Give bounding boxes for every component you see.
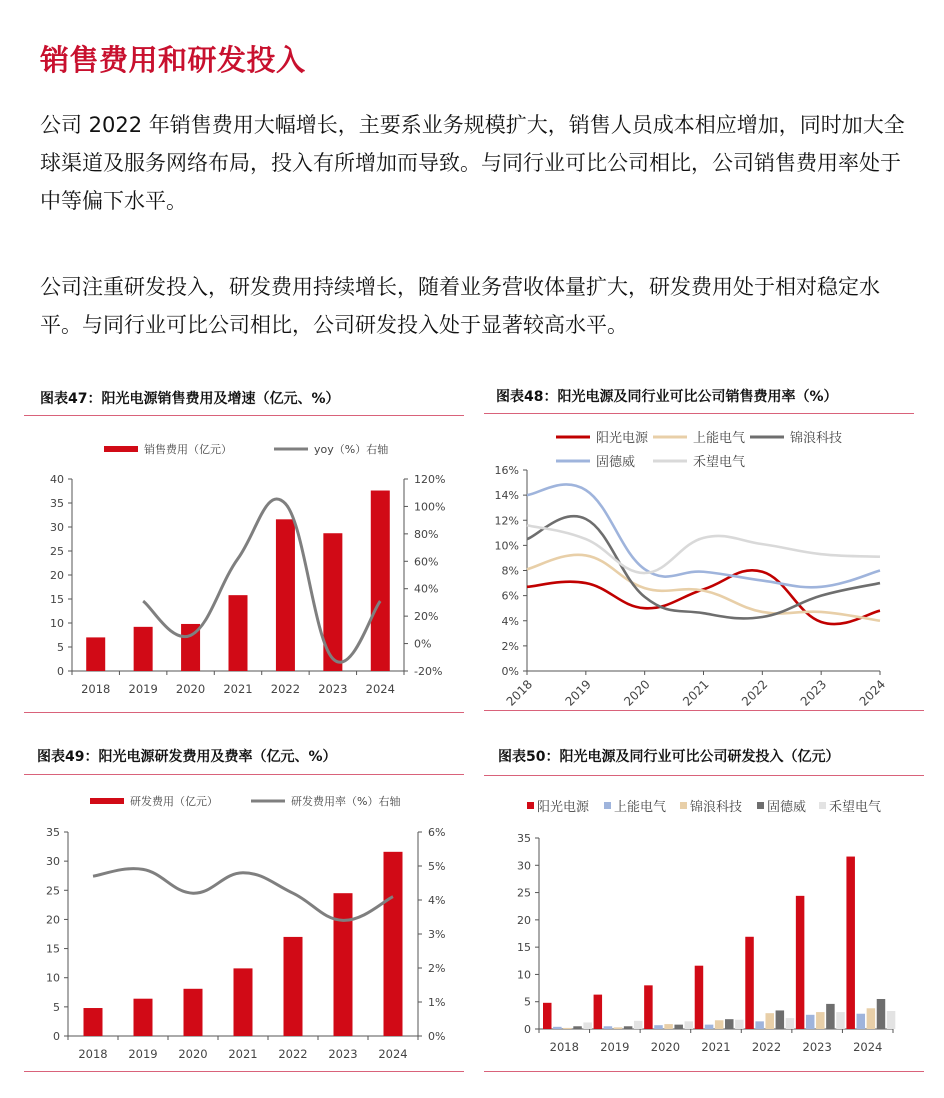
y-tick-label: 10% [494, 539, 519, 553]
x-tick-label: 2022 [278, 1047, 308, 1061]
legend-label: 研发费用率（%）右轴 [291, 795, 401, 808]
y2-tick-label: 120% [414, 473, 446, 486]
x-tick-label: 2021 [228, 1047, 258, 1061]
bar [334, 893, 353, 1036]
x-tick-label: 2018 [503, 677, 536, 709]
x-tick-label: 2018 [549, 1040, 579, 1054]
bar [234, 968, 253, 1036]
x-tick-label: 2019 [128, 1047, 158, 1061]
bar [229, 595, 248, 671]
y-tick-label: 25 [50, 545, 64, 558]
x-tick-label: 2021 [680, 677, 712, 709]
bar [887, 1011, 896, 1029]
y-tick-label: 0 [524, 1023, 531, 1036]
y-tick-label: 30 [517, 859, 531, 873]
y2-tick-label: 80% [414, 527, 439, 541]
x-tick-label: 2024 [853, 1040, 883, 1054]
y2-tick-label: 0% [414, 637, 432, 651]
legend-swatch [527, 802, 534, 809]
y-tick-label: 0% [501, 665, 519, 678]
y-tick-label: 35 [46, 826, 60, 839]
y2-tick-label: 1% [428, 996, 446, 1009]
chart-canvas [24, 382, 464, 714]
legend-label: 禾望电气 [693, 455, 746, 470]
bar [765, 1013, 774, 1029]
y2-tick-label: -20% [414, 665, 443, 678]
y2-tick-label: 4% [428, 894, 446, 907]
y-tick-label: 15 [46, 942, 60, 956]
bar [284, 937, 303, 1036]
bar [786, 1018, 795, 1029]
y-tick-label: 20 [46, 913, 60, 927]
series-line [527, 525, 880, 573]
series-line [527, 570, 880, 624]
y-tick-label: 6% [501, 589, 519, 603]
bar [745, 937, 754, 1029]
y-tick-label: 5 [524, 995, 531, 1009]
y-tick-label: 0 [53, 1030, 60, 1043]
y-tick-label: 30 [46, 855, 60, 869]
x-tick-label: 2022 [751, 1040, 782, 1054]
x-tick-label: 2019 [600, 1040, 630, 1054]
x-tick-label: 2018 [78, 1047, 108, 1061]
y-tick-label: 15 [50, 593, 64, 606]
x-tick-label: 2021 [223, 682, 253, 696]
paragraph-sales: 公司 2022 年销售费用大幅增长，主要系业务规模扩大，销售人员成本相应增加，同时加大全球渠道及服务网络布局，投入有所增加而导致。与同行业可比公司相比，公司销售费用率处于中等偏下水平。 [40, 113, 905, 213]
bar [553, 1027, 562, 1029]
y-tick-label: 20 [517, 913, 531, 927]
legend-label: yoy（%）右轴 [314, 443, 389, 456]
bar [573, 1026, 582, 1029]
bar [776, 1010, 785, 1029]
chart-canvas [484, 740, 924, 1072]
y2-tick-label: 3% [428, 928, 446, 941]
y-tick-label: 25 [46, 884, 60, 898]
legend-swatch [757, 802, 764, 809]
x-tick-label: 2022 [270, 682, 301, 696]
legend-swatch [90, 798, 124, 804]
y-tick-label: 16% [494, 464, 519, 477]
x-tick-label: 2023 [318, 682, 348, 696]
x-tick-label: 2021 [701, 1040, 731, 1054]
bar [846, 857, 855, 1029]
series-line [527, 555, 880, 621]
y2-tick-label: 2% [428, 962, 446, 975]
bar [877, 999, 886, 1029]
legend-label: 销售费用（亿元） [144, 443, 232, 456]
bar [614, 1027, 623, 1029]
chart-title: 图表50：阳光电源及同行业可比公司研发投入（亿元） [498, 749, 840, 765]
x-tick-label: 2022 [738, 677, 771, 709]
bar [543, 1003, 552, 1029]
bar [715, 1020, 724, 1029]
bar [705, 1025, 714, 1029]
bar [86, 637, 105, 671]
x-tick-label: 2018 [81, 682, 111, 696]
bar [695, 966, 704, 1029]
legend-label: 上能电气 [693, 431, 746, 446]
x-tick-label: 2023 [797, 677, 830, 709]
legend-label: 固德威 [596, 455, 636, 470]
legend-label: 禾望电气 [829, 800, 882, 815]
bar [725, 1019, 734, 1029]
y-tick-label: 5 [57, 641, 64, 654]
x-tick-label: 2019 [562, 677, 594, 709]
chart-rd-expense [24, 740, 464, 1072]
bar [796, 896, 805, 1029]
y2-tick-label: 100% [414, 500, 446, 514]
chart-canvas [24, 740, 464, 1072]
bar [816, 1012, 825, 1029]
legend-label: 研发费用（亿元） [130, 795, 218, 808]
series-line [143, 499, 380, 662]
legend-swatch [680, 802, 687, 809]
y-tick-label: 10 [46, 971, 60, 985]
paragraph-rd: 公司注重研发投入，研发费用持续增长，随着业务营收体量扩大，研发费用处于相对稳定水平。与同行业可比公司相比，公司研发投入处于显著较高水平。 [40, 275, 880, 337]
y-tick-label: 10 [517, 968, 531, 982]
chart-title: 图表49：阳光电源研发费用及费率（亿元、%） [37, 749, 337, 765]
bar [826, 1004, 835, 1029]
bar [735, 1020, 744, 1029]
y2-tick-label: 0% [428, 1030, 446, 1043]
y2-tick-label: 6% [428, 826, 446, 839]
x-tick-label: 2024 [378, 1047, 408, 1061]
y-tick-label: 4% [501, 614, 519, 628]
section-heading: 销售费用和研发投入 [40, 43, 306, 77]
bar [604, 1026, 612, 1029]
x-tick-label: 2024 [856, 677, 889, 709]
y-tick-label: 40 [50, 473, 64, 486]
bar [384, 852, 403, 1036]
legend-swatch [604, 802, 611, 809]
series-line [527, 516, 880, 618]
bar [583, 1022, 592, 1029]
bar [184, 989, 203, 1036]
y-tick-label: 30 [50, 521, 64, 534]
y2-tick-label: 60% [414, 555, 439, 569]
x-tick-label: 2019 [128, 682, 158, 696]
legend-label: 锦浪科技 [790, 431, 843, 446]
bar [806, 1015, 815, 1029]
y-tick-label: 35 [50, 497, 64, 510]
legend-label: 上能电气 [614, 800, 667, 815]
chart-sales-expense-ratio [484, 380, 924, 712]
y2-tick-label: 40% [414, 582, 439, 596]
bar [276, 519, 295, 671]
x-tick-label: 2020 [650, 1040, 681, 1054]
bar [634, 1021, 643, 1029]
y-tick-label: 10 [50, 617, 64, 630]
x-tick-label: 2020 [178, 1047, 208, 1061]
legend-swatch [819, 802, 826, 809]
legend-label: 阳光电源 [596, 431, 649, 446]
chart-canvas [484, 380, 924, 712]
bar [134, 627, 153, 671]
bar [594, 995, 603, 1029]
y-tick-label: 0 [57, 665, 64, 678]
chart-title: 图表48：阳光电源及同行业可比公司销售费用率（%） [496, 389, 838, 405]
bar [685, 1021, 694, 1029]
bar [371, 491, 390, 671]
chart-sales-expense [24, 382, 464, 714]
bar [836, 1012, 845, 1029]
y-tick-label: 25 [517, 886, 531, 900]
chart-title: 图表47：阳光电源销售费用及增速（亿元、%） [40, 391, 340, 407]
x-tick-label: 2023 [328, 1047, 358, 1061]
x-tick-label: 2020 [621, 677, 653, 709]
y-tick-label: 15 [517, 941, 531, 955]
bar [867, 1008, 876, 1029]
y2-tick-label: 20% [414, 610, 439, 624]
y2-tick-label: 5% [428, 860, 446, 873]
y-tick-label: 14% [494, 489, 519, 503]
x-tick-label: 2023 [802, 1040, 832, 1054]
y-tick-label: 5 [53, 1000, 60, 1014]
y-tick-label: 20 [50, 569, 64, 582]
legend-swatch [104, 446, 138, 452]
x-tick-label: 2020 [175, 682, 206, 696]
legend-label: 锦浪科技 [690, 800, 743, 815]
bar [624, 1026, 633, 1029]
bar [857, 1014, 866, 1029]
chart-rd-peers [484, 740, 924, 1072]
y-tick-label: 35 [517, 832, 531, 845]
bar [84, 1008, 103, 1036]
bar [755, 1021, 764, 1029]
bar [563, 1028, 572, 1029]
bar [674, 1025, 683, 1029]
y-tick-label: 2% [501, 639, 519, 653]
x-tick-label: 2024 [365, 682, 395, 696]
legend-label: 阳光电源 [537, 800, 590, 815]
bar [654, 1025, 663, 1029]
legend-label: 固德威 [767, 800, 807, 815]
y-tick-label: 8% [501, 564, 519, 578]
bar [644, 985, 653, 1029]
bar [664, 1024, 673, 1029]
y-tick-label: 12% [494, 514, 519, 528]
bar [134, 999, 153, 1036]
